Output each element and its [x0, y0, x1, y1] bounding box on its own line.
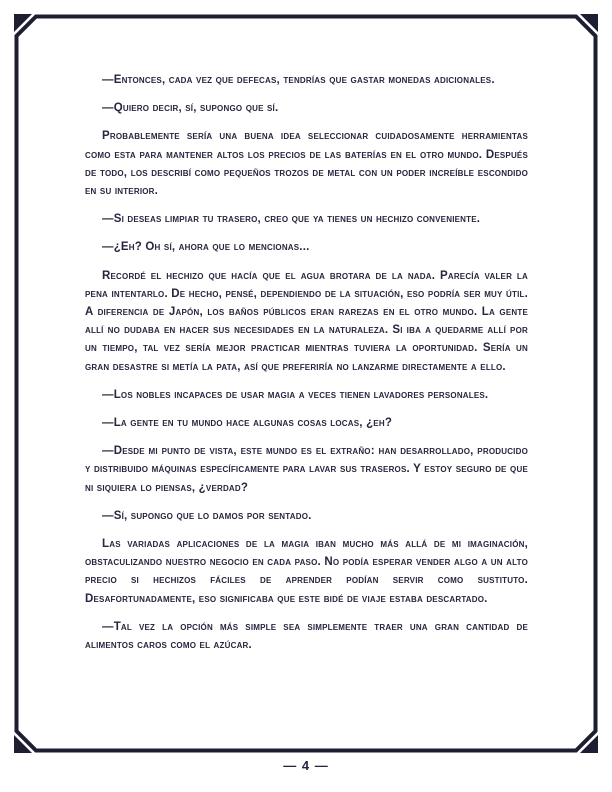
paragraph: Probablemente sería una buena idea seleccionar cuidadosamente herramientas como esta para mantener altos los precios de las baterías en el otro mundo. Después de todo, los describí como pequeños trozos de metal con un poder increíble escondido en su interior.	[85, 130, 528, 198]
paragraph: —Sí, supongo que lo damos por sentado.	[102, 509, 312, 522]
paragraph: —Quiero decir, sí, supongo que sí.	[102, 102, 279, 115]
paragraph: —Los nobles incapaces de usar magia a veces tienen lavadores personales.	[102, 388, 489, 401]
page-number: — 4 —	[283, 758, 329, 773]
paragraph: —¿Eh? Oh sí, ahora que lo mencionas...	[102, 241, 310, 254]
border-corner-top-left-icon	[14, 14, 32, 32]
paragraph: Las variadas aplicaciones de la magia iban mucho más allá de mi imaginación, obstaculizando nuestro negocio en cada paso. No podía esperar vender algo a un alto precio si hechizos fáciles de aprender podían servir como sustituto. Desafortunadamente, eso significaba que este bidé de viaje estaba descartado.	[85, 538, 528, 605]
border-corner-top-right-icon	[580, 14, 598, 32]
border-corner-bottom-right-icon	[580, 735, 598, 753]
paragraph: —Si deseas limpiar tu trasero, creo que ya tienes un hechizo conveniente.	[102, 213, 481, 226]
border-corner-bottom-left-icon	[14, 735, 32, 753]
paragraph: —Entonces, cada vez que defecas, tendrías que gastar monedas adicionales.	[102, 74, 495, 86]
paragraph: —Tal vez la opción más simple sea simplemente traer una gran cantidad de alimentos caros como el azúcar.	[85, 620, 528, 652]
paragraph: Recordé el hechizo que hacía que el agua brotara de la nada. Parecía valer la pena intentarlo. De hecho, pensé, dependiendo de la situación, eso podría ser muy útil. A diferencia de Japón, los baños públicos eran rarezas en el otro mundo. La gente allí no dudaba en hacer sus necesidades en la naturaleza. Si iba a quedarme allí por un tiempo, tal vez sería mejor practicar mientras tuviera la oportunidad. Sería un gran desastre si metía la pata, así que preferiría no lanzarme directamente a ello.	[85, 269, 528, 373]
paragraph: —La gente en tu mundo hace algunas cosas locas, ¿eh?	[102, 417, 393, 430]
paragraph: —Desde mi punto de vista, este mundo es el extraño: han desarrollado, producido y distribuido máquinas específicamente para lavar sus traseros. Y estoy seguro de que ni siquiera lo piensas, ¿verdad?	[85, 445, 528, 494]
page-text	[85, 71, 528, 664]
